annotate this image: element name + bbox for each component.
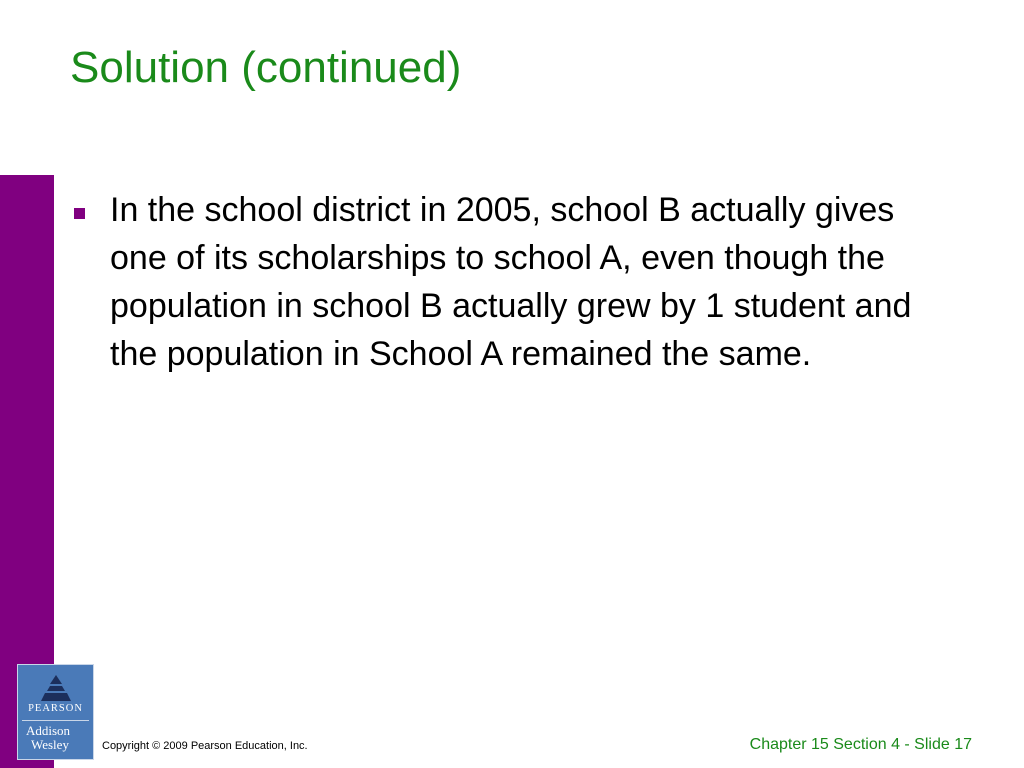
slide-number: Chapter 15 Section 4 - Slide 17 (749, 736, 972, 753)
square-bullet-icon (74, 208, 85, 219)
publisher-logo (17, 664, 94, 760)
pearson-logo-icon (35, 673, 77, 703)
bullet-list (74, 186, 954, 378)
logo-imprint-line2: Wesley (31, 737, 69, 752)
bullet-text: In the school district in 2005, school B actually gives one of its scholarships to school A, even though the population in school B actually grew by 1 student and the population in School A remained the same. (110, 191, 912, 373)
logo-imprint-line1: Addison (26, 723, 71, 738)
slide-title: Solution (continued) (70, 43, 462, 92)
logo-brand-text: PEARSON (28, 703, 83, 714)
bullet-item (74, 186, 954, 378)
copyright-text: Copyright © 2009 Pearson Education, Inc. (102, 740, 308, 752)
logo-divider (22, 720, 89, 721)
